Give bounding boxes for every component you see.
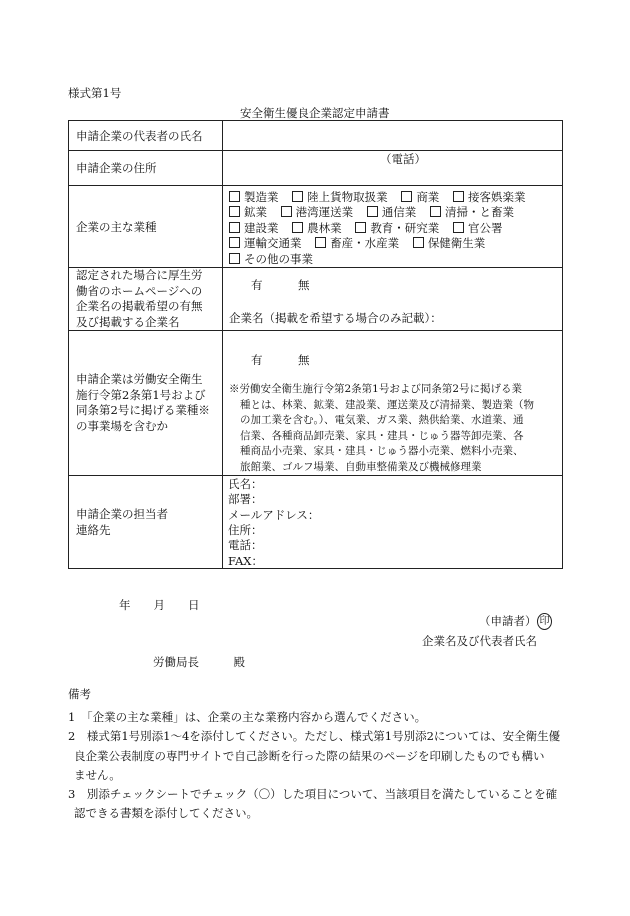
note-item: 2 様式第1号別添1～4を添付してください。ただし、様式第1号別添2については、安全衛生優 (68, 729, 561, 744)
specific-industry-value (223, 331, 563, 476)
note-line: 旅館業、ゴルフ場業、自動車整備業及び機械修理業 (240, 461, 482, 473)
company-name-note[interactable]: 企業名（掲載を希望する場合のみ記載）： (229, 311, 442, 326)
contact-name-field[interactable]: 氏名： (228, 477, 263, 492)
industry-option: 保健衛生業 (427, 236, 486, 251)
checkbox[interactable] (229, 206, 240, 217)
checkbox[interactable] (229, 222, 240, 233)
contact-fields (223, 476, 563, 569)
publish-no-option[interactable]: 無 (298, 278, 310, 293)
specific-industry-row (69, 331, 563, 476)
notes-list (68, 708, 568, 824)
industry-option: 農林業 (307, 220, 342, 235)
industry-label: 企業の主な業種 (69, 186, 223, 268)
specific-label-line: 申請企業は労働安全衛生 (76, 372, 203, 387)
industry-option: 陸上貨物取扱業 (307, 190, 388, 204)
date-line[interactable]: 年 月 日 (119, 598, 200, 612)
contact-phone-field[interactable]: 電話： (228, 538, 263, 553)
contact-label-line: 申請企業の担当者 (76, 507, 168, 522)
representative-label: 申請企業の代表者の氏名 (69, 121, 223, 151)
checkbox[interactable] (401, 191, 412, 202)
applicant-label: （申請者） (479, 614, 537, 628)
contact-label (69, 476, 223, 569)
contact-fax-field[interactable]: FAX： (228, 553, 263, 568)
checkbox[interactable] (229, 237, 240, 248)
industry-line-5 (229, 252, 562, 267)
application-form-table (68, 120, 563, 569)
specific-industry-label (69, 331, 223, 476)
note-line: 種とは、林業、鉱業、建設業、運送業及び清掃業、製造業（物 (240, 398, 534, 411)
industry-option: 商業 (416, 190, 440, 204)
specific-label-line: 施行令第2条第1号および (76, 387, 206, 402)
checkbox[interactable] (229, 253, 240, 264)
industry-line-4 (229, 236, 562, 251)
note-item-continued: 認できる書類を添付してください。 (74, 806, 258, 821)
checkbox[interactable] (453, 191, 464, 202)
checkbox[interactable] (430, 206, 441, 217)
representative-value[interactable] (223, 121, 563, 151)
specific-no-option[interactable]: 無 (298, 353, 310, 368)
specific-label-line: 同条第2号に掲げる業種※ (76, 403, 210, 418)
phone-label: （電話） (380, 152, 426, 166)
publish-label-line: 認定された場合に厚生労 (76, 268, 203, 283)
industry-line-3 (229, 221, 562, 236)
checkbox[interactable] (281, 206, 292, 217)
specific-yes-option[interactable]: 有 (251, 353, 263, 368)
publish-row (69, 268, 563, 331)
industry-option: 通信業 (381, 205, 417, 220)
industry-line-2 (229, 205, 562, 220)
address-value[interactable] (223, 151, 563, 186)
publish-value (223, 268, 563, 331)
checkbox[interactable] (367, 206, 378, 217)
note-line: の加工業を含む。）、電気業、ガス業、熱供給業、水道業、通 (240, 414, 524, 427)
note-item: 3 別添チェックシートでチェック（〇）した項目について、当該項目を満たしていることを確 (68, 787, 558, 802)
checkbox[interactable] (292, 222, 303, 233)
checkbox[interactable] (453, 222, 464, 233)
industry-options (223, 186, 563, 268)
address-row (69, 151, 563, 186)
checkbox[interactable] (413, 237, 424, 248)
address-label: 申請企業の住所 (69, 151, 223, 186)
publish-label-line: 企業名の掲載希望の有無 (76, 299, 203, 314)
industry-option: 製造業 (244, 190, 279, 204)
contact-label-line: 連絡先 (76, 523, 111, 538)
contact-row (69, 476, 563, 569)
industry-option: 鉱業 (244, 205, 267, 220)
notes-heading: 備考 (68, 687, 91, 701)
representative-row (69, 121, 563, 151)
specific-industry-note (229, 382, 534, 476)
company-and-representative: 企業名及び代表者氏名 (422, 634, 537, 648)
industry-option: 清掃・と畜業 (444, 205, 514, 220)
industry-option: 接客娯楽業 (467, 190, 526, 204)
checkbox[interactable] (292, 191, 303, 202)
contact-department-field[interactable]: 部署： (228, 492, 263, 507)
publish-yes-option[interactable]: 有 (251, 278, 263, 293)
seal-mark: 印 (537, 613, 552, 630)
form-number: 様式第1号 (68, 86, 122, 100)
industry-option: 官公署 (467, 220, 503, 235)
industry-option: 建設業 (244, 220, 279, 235)
note-line: 信業、各種商品卸売業、家具・建具・じゅう器等卸売業、各 (240, 429, 524, 442)
publish-label (69, 268, 223, 331)
industry-option: 港湾運送業 (295, 205, 354, 220)
form-title: 安全衛生優良企業認定申請書 (240, 106, 390, 120)
checkbox[interactable] (229, 191, 240, 202)
industry-row (69, 186, 563, 268)
checkbox[interactable] (355, 222, 366, 233)
industry-option: その他の事業 (244, 251, 313, 266)
note-item-continued: 良企業公表制度の専門サイトで自己診断を行った際の結果のページを印刷したものでも構い (74, 748, 545, 763)
industry-option: 教育・研究業 (370, 220, 440, 235)
industry-line-1 (229, 190, 562, 205)
note-item: 1 「企業の主な業種」は、企業の主な業務内容から選んでください。 (68, 710, 427, 724)
note-line: ※労働安全衛生施行令第2条第1号および同条第2号に掲げる業 (229, 383, 523, 396)
specific-label-line: の事業場を含むか (76, 418, 168, 433)
industry-option: 運輸交通業 (244, 236, 302, 251)
publish-label-line: 働省のホームページへの (76, 283, 203, 298)
industry-option: 畜産・水産業 (330, 236, 400, 251)
checkbox[interactable] (315, 237, 326, 248)
addressee: 労働局長 殿 (153, 655, 245, 669)
publish-label-line: 及び掲載する企業名 (76, 314, 180, 329)
contact-address-field[interactable]: 住所： (228, 522, 263, 537)
note-item-continued: ません。 (74, 767, 121, 782)
contact-email-field[interactable]: メールアドレス： (228, 507, 320, 522)
note-line: 種商品小売業、家具・建具・じゅう器小売業、燃料小売業、 (240, 445, 524, 458)
